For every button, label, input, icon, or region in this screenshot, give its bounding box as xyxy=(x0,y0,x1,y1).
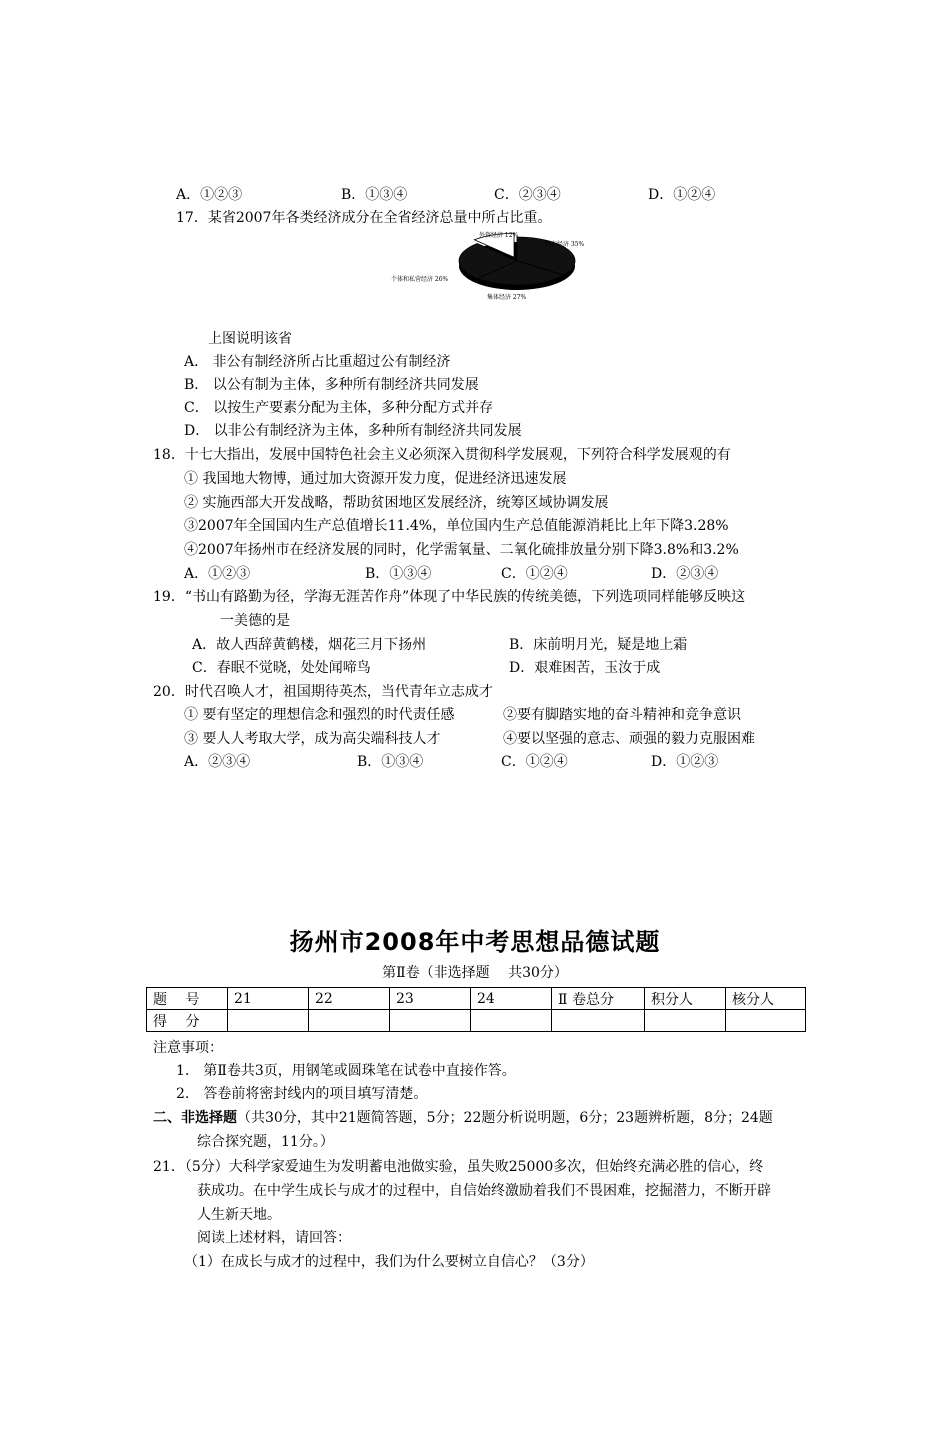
section-title: 扬州市2008年中考思想品德试题 xyxy=(289,928,661,956)
q21-line-3: 人生新天地。 xyxy=(197,1207,281,1223)
q20-option-b: B．①③④ xyxy=(357,754,424,770)
q18-option-d: D．②③④ xyxy=(651,566,719,582)
q17-option-c: C． 以按生产要素分配为主体，多种分配方式并存 xyxy=(184,400,494,416)
q17-stem: 17．某省2007年各类经济成分在全省经济总量中所占比重。 xyxy=(176,210,552,226)
part2-description: （共30分，其中21题简答题，5分；22题分析说明题，6分；23题辨析题，8分；24题 xyxy=(237,1110,773,1126)
pie-label-foreign: 外资经济 12% xyxy=(479,232,519,239)
table-cell: 得 分 xyxy=(147,1010,228,1032)
notice-title: 注意事项： xyxy=(153,1040,223,1056)
q21-line-1: 21．（5分）大科学家爱迪生为发明蓄电池做实验，虽失败25000多次，但始终充满必胜的信心，终 xyxy=(153,1159,764,1175)
q17-chart-note: 上图说明该省 xyxy=(208,331,292,347)
notice-1: 1. 第Ⅱ卷共3页，用钢笔或圆珠笔在试卷中直接作答。 xyxy=(176,1063,516,1079)
q18-option-a: A．①②③ xyxy=(184,566,251,582)
q19-option-b: B．床前明月光，疑是地上霜 xyxy=(509,637,688,653)
score-table-score-row xyxy=(147,1010,806,1032)
pie-label-collective: 集体经济 27% xyxy=(487,294,527,301)
score-cell-checker[interactable] xyxy=(726,1010,806,1032)
q21-line-2: 获成功。在中学生成长与成才的过程中，自信始终激励着我们不畏困难，挖掘潜力，不断开辟 xyxy=(197,1183,771,1199)
notice-2: 2. 答卷前将密封线内的项目填写清楚。 xyxy=(176,1086,428,1102)
q16-option-a: A．①②③ xyxy=(176,187,243,203)
table-cell: 24 xyxy=(471,988,552,1010)
q18-option-b: B．①③④ xyxy=(365,566,432,582)
section-subtitle: 第Ⅱ卷（非选择题 共30分） xyxy=(382,965,568,981)
q17-option-a: A． 非公有制经济所占比重超过公有制经济 xyxy=(184,354,451,370)
q19-stem: 19．“书山有路勤为径，学海无涯苦作舟”体现了中华民族的传统美德，下列选项同样能够反映这 xyxy=(153,589,746,605)
part2-description-cont: 综合探究题，11分。） xyxy=(197,1134,334,1150)
q20-item-4: ④要以坚强的意志、顽强的毅力克服困难 xyxy=(503,731,755,747)
q16-option-c: C．②③④ xyxy=(494,187,561,203)
score-cell-23[interactable] xyxy=(390,1010,471,1032)
pie-label-private: 个体和私营经济 26% xyxy=(391,276,449,283)
table-cell: 核分人 xyxy=(726,988,806,1010)
table-cell: Ⅱ 卷总分 xyxy=(552,988,645,1010)
q19-stem-cont: 一美德的是 xyxy=(220,613,290,629)
q20-option-d: D．①②③ xyxy=(651,754,719,770)
score-cell-24[interactable] xyxy=(471,1010,552,1032)
q16-option-d: D．①②④ xyxy=(648,187,716,203)
table-cell: 22 xyxy=(309,988,390,1010)
q20-item-2: ②要有脚踏实地的奋斗精神和竞争意识 xyxy=(503,707,741,723)
q18-item-3: ③2007年全国国内生产总值增长11.4%，单位国内生产总值能源消耗比上年下降3.28% xyxy=(184,518,729,534)
score-cell-total[interactable] xyxy=(552,1010,645,1032)
q17-option-d: D． 以非公有制经济为主体，多种所有制经济共同发展 xyxy=(184,423,522,439)
q20-option-c: C．①②④ xyxy=(501,754,568,770)
table-cell: 题 号 xyxy=(147,988,228,1010)
q20-option-a: A．②③④ xyxy=(184,754,251,770)
score-table-header-row xyxy=(147,988,806,1010)
q21-sub-question-1: （1）在成长与成才的过程中，我们为什么要树立自信心？（3分） xyxy=(184,1254,594,1270)
pie-label-state: 国有经济 35% xyxy=(545,241,585,248)
score-cell-scorer[interactable] xyxy=(645,1010,726,1032)
q17-option-b: B． 以公有制为主体，多种所有制经济共同发展 xyxy=(184,377,479,393)
score-table xyxy=(146,987,806,1032)
score-cell-21[interactable] xyxy=(228,1010,309,1032)
q18-item-2: ② 实施西部大开发战略，帮助贫困地区发展经济，统筹区域协调发展 xyxy=(184,495,609,511)
q18-item-1: ① 我国地大物博，通过加大资源开发力度，促进经济迅速发展 xyxy=(184,471,567,487)
q21-line-4: 阅读上述材料，请回答： xyxy=(197,1230,351,1246)
part2-header xyxy=(153,1109,773,1127)
q19-option-a: A．故人西辞黄鹤楼，烟花三月下扬州 xyxy=(192,637,427,653)
table-cell: 23 xyxy=(390,988,471,1010)
part2-heading: 二、非选择题 xyxy=(153,1110,237,1126)
score-cell-22[interactable] xyxy=(309,1010,390,1032)
q18-stem: 18．十七大指出，发展中国特色社会主义必须深入贯彻科学发展观，下列符合科学发展观的有 xyxy=(153,447,731,463)
pie-chart xyxy=(385,225,585,305)
table-cell: 21 xyxy=(228,988,309,1010)
q20-stem: 20．时代召唤人才，祖国期待英杰，当代青年立志成才 xyxy=(153,684,493,700)
q20-item-3: ③ 要人人考取大学，成为高尖端科技人才 xyxy=(184,731,441,747)
q19-option-c: C．春眠不觉晓，处处闻啼鸟 xyxy=(192,660,371,676)
table-cell: 积分人 xyxy=(645,988,726,1010)
q16-option-b: B．①③④ xyxy=(341,187,408,203)
q18-item-4: ④2007年扬州市在经济发展的同时，化学需氧量、二氧化硫排放量分别下降3.8%和3.2% xyxy=(184,542,739,558)
q18-option-c: C．①②④ xyxy=(501,566,568,582)
q20-item-1: ① 要有坚定的理想信念和强烈的时代责任感 xyxy=(184,707,455,723)
q19-option-d: D．艰难困苦，玉汝于成 xyxy=(509,660,661,676)
